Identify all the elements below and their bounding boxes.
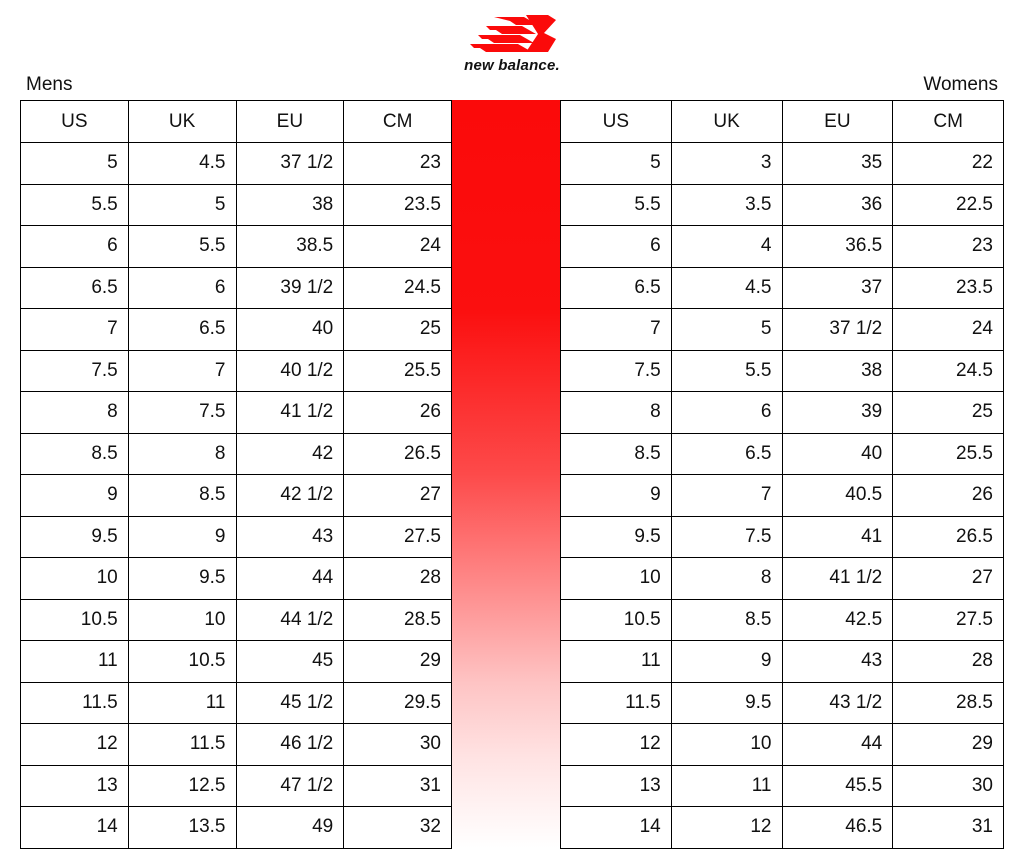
table-cell: 7 xyxy=(128,350,236,392)
column-header-cm: CM xyxy=(893,101,1004,143)
table-row xyxy=(561,765,1004,807)
table-row xyxy=(561,433,1004,475)
table-cell: 5.5 xyxy=(671,350,782,392)
table-cell: 11.5 xyxy=(21,682,129,724)
table-cell: 6 xyxy=(671,392,782,434)
table-cell: 24 xyxy=(344,226,452,268)
table-row xyxy=(561,309,1004,351)
table-cell: 8.5 xyxy=(128,475,236,517)
table-row xyxy=(561,143,1004,185)
table-cell: 41 1/2 xyxy=(782,558,893,600)
table-row xyxy=(561,599,1004,641)
table-cell: 13 xyxy=(561,765,672,807)
table-cell: 41 xyxy=(782,516,893,558)
table-row xyxy=(21,267,452,309)
table-row xyxy=(561,558,1004,600)
table-row xyxy=(21,143,452,185)
table-row xyxy=(21,724,452,766)
womens-section-label: Womens xyxy=(923,74,998,95)
table-cell: 24.5 xyxy=(344,267,452,309)
table-cell: 45 1/2 xyxy=(236,682,344,724)
table-cell: 14 xyxy=(561,807,672,849)
table-cell: 40 1/2 xyxy=(236,350,344,392)
table-cell: 8 xyxy=(128,433,236,475)
table-cell: 28.5 xyxy=(893,682,1004,724)
table-cell: 6 xyxy=(21,226,129,268)
table-cell: 9 xyxy=(671,641,782,683)
table-cell: 10 xyxy=(671,724,782,766)
table-cell: 36 xyxy=(782,184,893,226)
table-cell: 10.5 xyxy=(561,599,672,641)
table-cell: 23.5 xyxy=(893,267,1004,309)
table-cell: 11 xyxy=(671,765,782,807)
table-row xyxy=(561,807,1004,849)
table-row xyxy=(561,350,1004,392)
table-cell: 10 xyxy=(21,558,129,600)
table-row xyxy=(21,226,452,268)
table-row xyxy=(561,392,1004,434)
table-cell: 5.5 xyxy=(21,184,129,226)
table-row xyxy=(561,267,1004,309)
table-cell: 42 1/2 xyxy=(236,475,344,517)
table-cell: 35 xyxy=(782,143,893,185)
mens-section-label: Mens xyxy=(26,74,73,95)
table-row xyxy=(561,184,1004,226)
table-cell: 9.5 xyxy=(561,516,672,558)
table-row xyxy=(561,226,1004,268)
table-row xyxy=(561,516,1004,558)
table-cell: 27 xyxy=(344,475,452,517)
table-cell: 28.5 xyxy=(344,599,452,641)
table-cell: 40 xyxy=(236,309,344,351)
table-cell: 5 xyxy=(21,143,129,185)
table-cell: 6.5 xyxy=(21,267,129,309)
table-cell: 23.5 xyxy=(344,184,452,226)
table-cell: 32 xyxy=(344,807,452,849)
table-row xyxy=(21,350,452,392)
table-cell: 28 xyxy=(344,558,452,600)
table-cell: 5.5 xyxy=(561,184,672,226)
new-balance-nb-logo-icon xyxy=(464,13,560,55)
table-row xyxy=(21,599,452,641)
table-row xyxy=(21,309,452,351)
table-cell: 36.5 xyxy=(782,226,893,268)
table-row xyxy=(561,641,1004,683)
table-cell: 30 xyxy=(893,765,1004,807)
column-header-eu: EU xyxy=(782,101,893,143)
table-cell: 46.5 xyxy=(782,807,893,849)
table-cell: 8 xyxy=(671,558,782,600)
table-cell: 22 xyxy=(893,143,1004,185)
table-cell: 44 xyxy=(782,724,893,766)
brand-wordmark: new balance. xyxy=(464,56,560,74)
table-cell: 25 xyxy=(344,309,452,351)
table-cell: 26 xyxy=(344,392,452,434)
decorative-red-gradient-band xyxy=(452,100,560,848)
table-cell: 13 xyxy=(21,765,129,807)
table-cell: 25 xyxy=(893,392,1004,434)
table-cell: 11 xyxy=(561,641,672,683)
table-cell: 12 xyxy=(21,724,129,766)
table-cell: 10 xyxy=(561,558,672,600)
table-cell: 12 xyxy=(671,807,782,849)
table-cell: 9.5 xyxy=(21,516,129,558)
table-cell: 43 xyxy=(782,641,893,683)
table-cell: 8 xyxy=(561,392,672,434)
brand-logo xyxy=(0,8,1024,78)
table-cell: 31 xyxy=(344,765,452,807)
table-cell: 23 xyxy=(344,143,452,185)
table-cell: 4 xyxy=(671,226,782,268)
table-cell: 6 xyxy=(561,226,672,268)
table-cell: 4.5 xyxy=(128,143,236,185)
table-row xyxy=(21,392,452,434)
table-row xyxy=(21,641,452,683)
table-cell: 7.5 xyxy=(128,392,236,434)
column-header-us: US xyxy=(21,101,129,143)
table-cell: 5 xyxy=(671,309,782,351)
table-cell: 8.5 xyxy=(671,599,782,641)
table-cell: 11 xyxy=(21,641,129,683)
table-cell: 49 xyxy=(236,807,344,849)
table-cell: 42.5 xyxy=(782,599,893,641)
table-cell: 46 1/2 xyxy=(236,724,344,766)
table-cell: 31 xyxy=(893,807,1004,849)
table-cell: 42 xyxy=(236,433,344,475)
table-cell: 28 xyxy=(893,641,1004,683)
table-cell: 26 xyxy=(893,475,1004,517)
table-cell: 38 xyxy=(236,184,344,226)
table-cell: 14 xyxy=(21,807,129,849)
table-cell: 39 1/2 xyxy=(236,267,344,309)
table-cell: 40 xyxy=(782,433,893,475)
table-cell: 7.5 xyxy=(671,516,782,558)
table-cell: 11.5 xyxy=(561,682,672,724)
table-cell: 5.5 xyxy=(128,226,236,268)
table-cell: 5 xyxy=(561,143,672,185)
table-cell: 24.5 xyxy=(893,350,1004,392)
table-cell: 10.5 xyxy=(21,599,129,641)
column-header-us: US xyxy=(561,101,672,143)
table-cell: 5 xyxy=(128,184,236,226)
mens-size-table xyxy=(20,100,452,849)
table-cell: 27.5 xyxy=(344,516,452,558)
table-cell: 7.5 xyxy=(561,350,672,392)
table-row xyxy=(21,433,452,475)
table-cell: 10.5 xyxy=(128,641,236,683)
table-row xyxy=(21,558,452,600)
table-cell: 8.5 xyxy=(561,433,672,475)
table-cell: 9 xyxy=(561,475,672,517)
column-header-uk: UK xyxy=(128,101,236,143)
table-cell: 3 xyxy=(671,143,782,185)
table-cell: 12 xyxy=(561,724,672,766)
table-cell: 30 xyxy=(344,724,452,766)
table-cell: 29.5 xyxy=(344,682,452,724)
table-cell: 37 1/2 xyxy=(782,309,893,351)
table-cell: 22.5 xyxy=(893,184,1004,226)
column-header-uk: UK xyxy=(671,101,782,143)
table-cell: 11 xyxy=(128,682,236,724)
table-row xyxy=(21,516,452,558)
table-cell: 29 xyxy=(344,641,452,683)
column-header-eu: EU xyxy=(236,101,344,143)
table-cell: 44 xyxy=(236,558,344,600)
column-header-cm: CM xyxy=(344,101,452,143)
table-cell: 43 1/2 xyxy=(782,682,893,724)
table-cell: 27.5 xyxy=(893,599,1004,641)
table-cell: 37 xyxy=(782,267,893,309)
table-cell: 12.5 xyxy=(128,765,236,807)
table-row xyxy=(21,475,452,517)
table-cell: 29 xyxy=(893,724,1004,766)
size-chart xyxy=(20,100,1004,848)
table-cell: 38.5 xyxy=(236,226,344,268)
table-row xyxy=(561,682,1004,724)
table-cell: 7.5 xyxy=(21,350,129,392)
table-cell: 45 xyxy=(236,641,344,683)
table-cell: 11.5 xyxy=(128,724,236,766)
table-cell: 6 xyxy=(128,267,236,309)
table-cell: 39 xyxy=(782,392,893,434)
table-cell: 24 xyxy=(893,309,1004,351)
womens-size-table xyxy=(560,100,1004,849)
table-cell: 8.5 xyxy=(21,433,129,475)
table-cell: 7 xyxy=(561,309,672,351)
table-cell: 6.5 xyxy=(128,309,236,351)
table-cell: 9 xyxy=(128,516,236,558)
table-row xyxy=(21,807,452,849)
table-row xyxy=(21,765,452,807)
table-cell: 7 xyxy=(21,309,129,351)
table-cell: 37 1/2 xyxy=(236,143,344,185)
table-cell: 43 xyxy=(236,516,344,558)
table-row xyxy=(21,682,452,724)
table-cell: 25.5 xyxy=(344,350,452,392)
table-row xyxy=(561,475,1004,517)
table-header-row xyxy=(21,101,452,143)
table-cell: 47 1/2 xyxy=(236,765,344,807)
table-cell: 23 xyxy=(893,226,1004,268)
table-cell: 9 xyxy=(21,475,129,517)
table-cell: 25.5 xyxy=(893,433,1004,475)
table-cell: 3.5 xyxy=(671,184,782,226)
table-header-row xyxy=(561,101,1004,143)
table-cell: 38 xyxy=(782,350,893,392)
table-cell: 4.5 xyxy=(671,267,782,309)
table-cell: 9.5 xyxy=(128,558,236,600)
table-cell: 27 xyxy=(893,558,1004,600)
table-cell: 9.5 xyxy=(671,682,782,724)
table-cell: 10 xyxy=(128,599,236,641)
table-cell: 26.5 xyxy=(344,433,452,475)
table-cell: 8 xyxy=(21,392,129,434)
table-cell: 26.5 xyxy=(893,516,1004,558)
table-cell: 13.5 xyxy=(128,807,236,849)
table-cell: 44 1/2 xyxy=(236,599,344,641)
table-cell: 6.5 xyxy=(671,433,782,475)
table-row xyxy=(561,724,1004,766)
table-cell: 7 xyxy=(671,475,782,517)
table-cell: 40.5 xyxy=(782,475,893,517)
table-cell: 41 1/2 xyxy=(236,392,344,434)
table-cell: 6.5 xyxy=(561,267,672,309)
table-row xyxy=(21,184,452,226)
table-cell: 45.5 xyxy=(782,765,893,807)
